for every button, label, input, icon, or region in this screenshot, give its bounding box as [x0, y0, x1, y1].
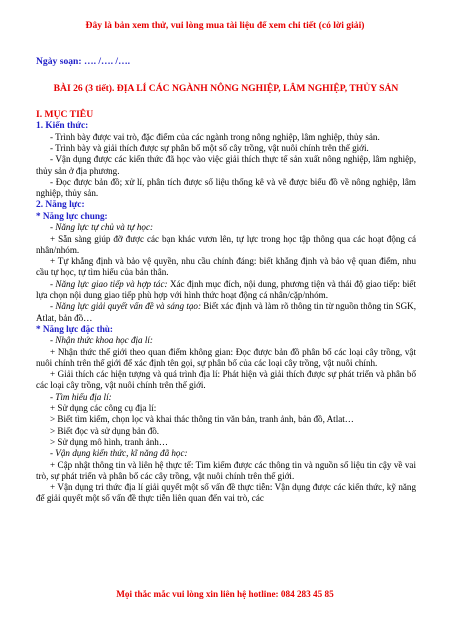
knowledge-item: - Đọc được bản đồ; xử lí, phân tích được số liệu thống kê và vẽ được biểu đồ về nông nghiệp, lâm nghiệp, thủy sản.	[36, 177, 416, 199]
application-label: - Vận dụng kiến thức, kĩ năng đã học:	[50, 448, 188, 459]
self-study-label: - Năng lực tự chủ và tự học:	[50, 222, 154, 233]
hotline-footer: Mọi thắc mắc vui lòng xin liên hệ hotline: 084 283 45 85	[116, 589, 334, 599]
general-competency-heading: * Năng lực chung:	[36, 210, 108, 221]
competency-item: + Sử dụng các công cụ địa lí:	[50, 403, 157, 414]
competency-item: > Biết đọc và sử dụng bản đồ.	[50, 425, 160, 436]
document-body	[36, 56, 416, 505]
competency-item: + Giải thích các hiện tượng và quá trình địa lí: Phát hiện và giải thích được sự phát triển và phân bố các loại cây trồng, vật nuôi chính trên thế giới.	[36, 369, 416, 391]
competency-item: > Sử dụng mô hình, tranh ảnh…	[50, 436, 168, 447]
lesson-title: BÀI 26 (3 tiết). ĐỊA LÍ CÁC NGÀNH NÔNG NGHIỆP, LÂM NGHIỆP, THỦY SẢN	[53, 83, 399, 95]
communication-text: Xác định mục đích, nội dung, phương tiện và thái độ giao tiếp: biết lựa chọn nội dung giao tiếp phù hợp với hình thức hoạt động cá nhân/cặp/nhóm.	[36, 278, 416, 301]
section-objectives-heading: I. MỤC TIÊU	[36, 109, 94, 121]
competency-item: + Vận dụng tri thức địa lí giải quyết một số vấn đề thực tiễn: Vận dụng được các kiến thức, kỹ năng để giải quyết một số vấn đề thực tiễn liên quan đến vai trò, các	[36, 482, 416, 504]
problem-solving-item	[36, 301, 416, 324]
knowledge-item: - Vận dụng được các kiến thức đã học vào việc giải thích thực tế sản xuất nông nghiệp, lâm nghiệp, thủy sản ở địa phương.	[36, 154, 416, 176]
geo-awareness-label: - Nhận thức khoa học địa lí:	[50, 335, 153, 346]
geo-inquiry-label: - Tìm hiểu địa lí:	[50, 391, 112, 402]
competency-heading: 2. Năng lực:	[36, 199, 85, 210]
competency-item: + Sẵn sàng giúp đỡ được các bạn khác vươn lên, tự lực trong học tập thông qua các hoạt động cá nhân/nhóm.	[36, 233, 416, 255]
special-competency-heading: * Năng lực đặc thù:	[36, 323, 113, 334]
competency-item: > Biết tìm kiếm, chọn lọc và khai thác thông tin văn bản, tranh ảnh, bản đồ, Atlat…	[50, 414, 354, 425]
competency-item: + Tự khẳng định và bảo vệ quyền, nhu cầu chính đáng: biết khẳng định và bảo vệ quan điểm, nhu cầu tự học, tự tìm hiểu của bản thân.	[36, 256, 416, 278]
date-line: Ngày soạn: …. /…. /….	[36, 56, 131, 67]
problem-solving-label: - Năng lực giải quyết vấn đề và sáng tạo:	[50, 301, 201, 312]
problem-solving-text: Biết xác định và làm rõ thông tin từ nguồn thông tin SGK, Atlat, bản đồ…	[36, 301, 416, 323]
competency-item: + Cập nhật thông tin và liên hệ thực tế: Tìm kiếm được các thông tin và nguồn số liệu tin cậy về vai trò, sự phát triển và phân bố các cây trồng, vật nuôi chính trên thế giới.	[36, 459, 416, 481]
knowledge-heading: 1. Kiến thức:	[36, 120, 89, 131]
knowledge-item: - Trình bày và giải thích được sự phân bố một số cây trồng, vật nuôi chính trên thế giới.	[50, 143, 369, 154]
competency-item: + Nhận thức thế giới theo quan điểm không gian: Đọc được bản đồ phân bố các loại cây trồng, vật nuôi chính trên thế giới để xác định tên gọi, sự phân bố của các loại cây trồng, vật nuôi chính.	[36, 346, 416, 368]
knowledge-item: - Trình bày được vai trò, đặc điểm của các ngành trong nông nghiệp, lâm nghiệp, thủy sản.	[50, 131, 380, 142]
preview-banner: Đây là bản xem thử, vui lòng mua tài liệu để xem chi tiết (có lời giải)	[85, 20, 365, 31]
communication-item	[36, 279, 416, 302]
communication-label: - Năng lực giao tiếp và hợp tác:	[50, 278, 168, 289]
